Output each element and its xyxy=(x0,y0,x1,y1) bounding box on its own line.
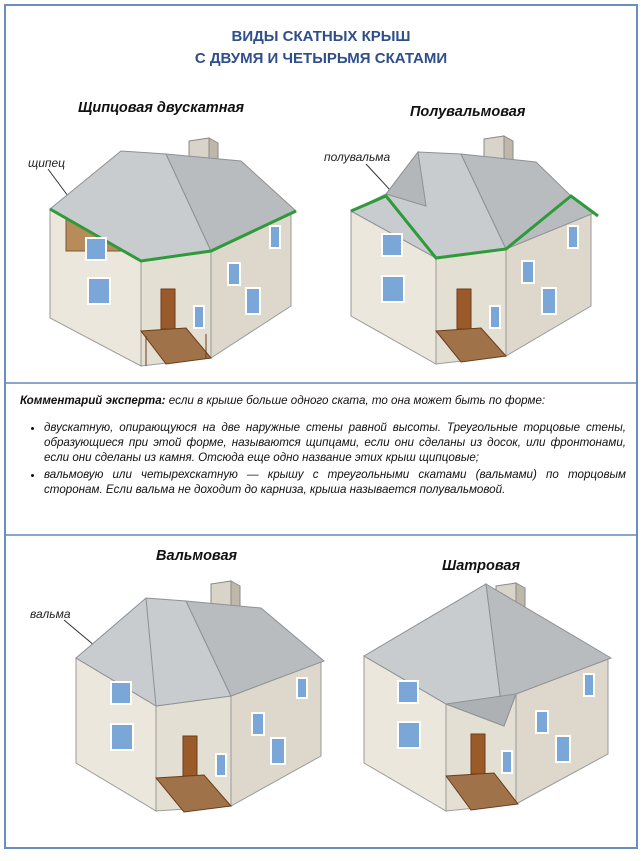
hip-roof-label: Вальмовая xyxy=(156,548,238,564)
gable-callout: щипец xyxy=(28,156,66,170)
tent-roof-label: Шатровая xyxy=(442,558,521,574)
gable-roof-label: Щипцовая двускатная xyxy=(78,100,245,116)
half-hip-roof-label: Полувальмовая xyxy=(410,104,526,120)
half-hip-callout: полувальма xyxy=(324,150,391,164)
hip-callout: вальма xyxy=(30,607,71,621)
tent-house-illustration xyxy=(6,6,644,861)
comment-item-hip: • вальмовую или четырехскатную — крышу с треугольными скатами (вальмами) по торцовым сторонам. Если вальма не доходит до карниза, крыша называется полувальмовой. xyxy=(44,467,626,497)
comment-lead-bold: Комментарий эксперта: xyxy=(20,394,166,407)
infographic-frame xyxy=(4,4,638,849)
comment-item-gable: • двускатную, опирающуюся на две наружные стены равной высоты. Треугольные торцовые стены, образующиеся при этой форме, называются щипцами, если они сделаны из досок, или фронтонами, если они сделаны из камня. Отсюда еще одно название этих крыш щипцовые; xyxy=(44,420,626,465)
title-line-2: С ДВУМЯ И ЧЕТЫРЬМЯ СКАТАМИ xyxy=(194,50,448,67)
title-line-1: ВИДЫ СКАТНЫХ КРЫШ xyxy=(231,28,411,45)
comment-lead-text: если в крыше больше одного ската, то она может быть по форме: xyxy=(165,394,546,407)
